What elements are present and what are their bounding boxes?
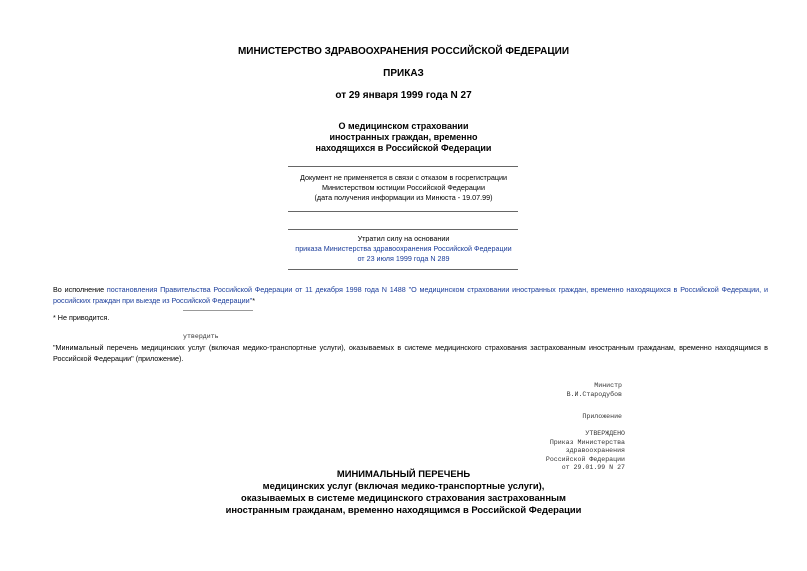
list-title-line: медицинских услуг (включая медико-транспортные услуги), [262, 480, 545, 491]
preamble-paragraph [53, 284, 768, 306]
registration-notice [0, 173, 807, 203]
divider [288, 166, 518, 167]
approval-line: Приказ Министерства [549, 438, 625, 446]
approval-line: Российской Федерации [545, 455, 625, 463]
notice-line: (дата получения информации из Минюста - 19.07.99) [314, 193, 493, 202]
preamble-prefix: Во исполнение [53, 285, 107, 294]
document-subject [0, 121, 807, 154]
doc-type-heading: ПРИКАЗ [383, 68, 424, 79]
approval-line: от 29.01.99 N 27 [561, 464, 625, 472]
footnote-marker: * [252, 296, 256, 305]
footnote: * Не приводится. [53, 313, 110, 322]
repeal-order-link-date[interactable]: от 23 июля 1999 года N 289 [357, 254, 450, 263]
list-title [0, 468, 807, 516]
approval-line: здравоохранения [565, 447, 625, 455]
list-title-line: иностранным гражданам, временно находящимся в Российской Федерации [225, 504, 582, 515]
list-title-main: МИНИМАЛЬНЫЙ ПЕРЕЧЕНЬ [336, 468, 471, 479]
signature-title: Министр [594, 382, 622, 389]
notice-line: Документ не применяется в связи с отказом в госрегистрации [300, 173, 507, 182]
divider [288, 229, 518, 230]
date-number-heading: от 29 января 1999 года N 27 [335, 90, 472, 101]
repeal-label: Утратил силу на основании [357, 234, 450, 243]
divider [288, 269, 518, 270]
approval-stamp [520, 430, 625, 473]
signature-name: В.И.Стародубов [566, 391, 622, 398]
repeal-order-link[interactable]: приказа Министерства здравоохранения Российской Федерации [295, 244, 512, 253]
ministry-heading: МИНИСТЕРСТВО ЗДРАВООХРАНЕНИЯ РОССИЙСКОЙ ФЕДЕРАЦИИ [237, 46, 570, 57]
footnote-divider [183, 310, 253, 311]
subject-line: иностранных граждан, временно [329, 132, 478, 142]
divider [288, 211, 518, 212]
signature-block [540, 381, 622, 399]
notice-line: Министерством юстиции Российской Федерации [322, 183, 485, 192]
appendix-label: Приложение [582, 413, 622, 420]
subject-line: О медицинском страховании [338, 121, 469, 131]
repeal-notice [0, 234, 807, 264]
subject-line: находящихся в Российской Федерации [315, 143, 492, 153]
approval-line: УТВЕРЖДЕНО [585, 430, 625, 437]
government-decree-link[interactable]: постановления Правительства Российской Федерации от 11 декабря 1998 года N 1488 "О медицинском страховании иностранных граждан, временно находящихся в Российской Федерации, и российских граждан при выезде из Российской Федерации" [53, 285, 768, 305]
approve-paragraph: "Минимальный перечень медицинских услуг (включая медико-транспортные услуги), оказываемых в системе медицинского страхования застрахованным иностранным гражданам, временно находящимся в Российской Федерации" (приложение). [53, 343, 768, 363]
approve-word: утвердить [183, 333, 219, 340]
list-title-line: оказываемых в системе медицинского страхования застрахованным [241, 492, 566, 503]
